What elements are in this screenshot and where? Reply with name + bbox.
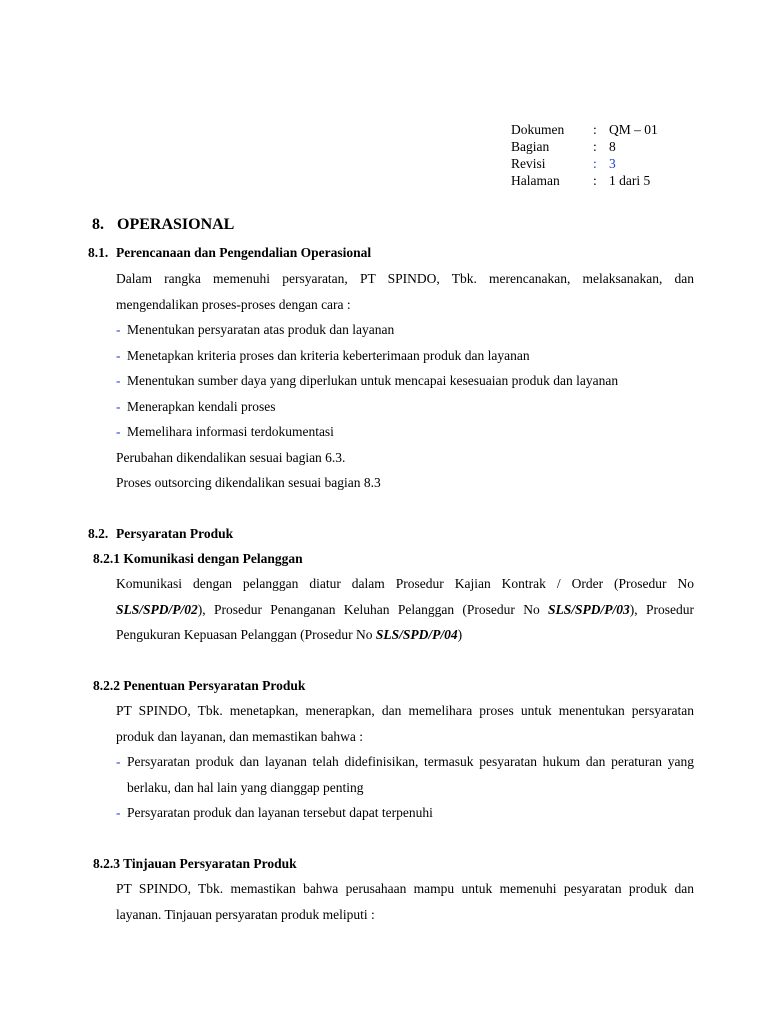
subsection-number: 8.2. [88, 526, 109, 541]
paragraph-8-2-2-intro: PT SPINDO, Tbk. menetapkan, menerapkan, dan memelihara proses untuk menentukan persyaratan produk dan layanan, dan memastikan bahwa : [116, 703, 694, 744]
list-item [116, 800, 694, 826]
doc-info-key: Halaman [511, 173, 560, 188]
doc-info-colon: : [593, 156, 597, 171]
paragraph-8-2-3-intro: PT SPINDO, Tbk. memastikan bahwa perusahaan mampu untuk memenuhi pesyaratan produk dan layanan. Tinjauan persyaratan produk meliputi : [116, 881, 694, 922]
paragraph-8-2-1 [116, 571, 694, 648]
doc-info-colon: : [593, 122, 597, 137]
subsection-heading-8-2 [88, 526, 233, 542]
list-item [116, 343, 694, 369]
subsection-heading-8-2-2: 8.2.2 Penentuan Persyaratan Produk [93, 678, 306, 693]
list-dash: - [116, 398, 121, 414]
list-item [116, 394, 694, 420]
doc-info-value: 1 dari 5 [609, 173, 651, 188]
list-dash: - [116, 322, 121, 337]
doc-info-row [511, 138, 658, 155]
procedure-code: SLS/SPD/P/04 [375, 627, 458, 642]
procedure-code: SLS/SPD/P/02 [116, 601, 198, 617]
paragraph-8-1-note-2: Proses outsorcing dikendalikan sesuai bagian 8.3 [116, 475, 381, 490]
procedure-code: SLS/SPD/P/03 [548, 601, 630, 617]
list-dash: - [116, 805, 121, 820]
list-dash: - [116, 754, 121, 769]
doc-info-key: Revisi [511, 156, 546, 171]
paragraph-text: ), Prosedur Pengukuran Kepuasan Pelanggan (Prosedur No [116, 601, 694, 642]
doc-info-value: 3 [609, 156, 616, 171]
paragraph-text: ), Prosedur Penanganan Keluhan Pelanggan (Prosedur No [197, 601, 549, 617]
document-control-table [511, 121, 658, 189]
doc-info-row [511, 121, 658, 138]
list-item [116, 419, 694, 445]
doc-info-value: 8 [609, 139, 616, 154]
subsection-heading-8-2-1: 8.2.1 Komunikasi dengan Pelanggan [93, 551, 303, 566]
subsection-title: Persyaratan Produk [116, 526, 234, 541]
doc-info-value: QM – 01 [609, 122, 658, 137]
list-dash: - [116, 424, 121, 439]
section-heading [92, 216, 234, 234]
doc-info-key: Dokumen [511, 122, 565, 137]
doc-info-colon: : [593, 139, 597, 154]
paragraph-8-1-note-1: Perubahan dikendalikan sesuai bagian 6.3. [116, 449, 346, 465]
subsection-title: Perencanaan dan Pengendalian Operasional [116, 245, 372, 260]
list-item-text: Menetapkan kriteria proses dan kriteria keberterimaan produk dan layanan [127, 347, 530, 363]
list-item-text: Persyaratan produk dan layanan telah didefinisikan, termasuk pesyaratan hukum dan peraturan yang berlaku, dan hal lain yang dianggap penting [127, 754, 694, 795]
doc-info-key: Bagian [511, 139, 550, 154]
list-item-text: Persyaratan produk dan layanan tersebut dapat terpenuhi [127, 805, 433, 820]
paragraph-text: ) [457, 627, 463, 642]
doc-info-row [511, 155, 658, 172]
list-item-text: Menentukan sumber daya yang diperlukan untuk mencapai kesesuaian produk dan layanan [127, 373, 619, 388]
list-item-text: Memelihara informasi terdokumentasi [127, 424, 334, 439]
section-number: 8. [92, 216, 104, 233]
list-dash: - [116, 373, 121, 388]
list-item [116, 749, 694, 800]
paragraph-text: Komunikasi dengan pelanggan diatur dalam Prosedur Kajian Kontrak / Order (Prosedur No [116, 576, 694, 591]
subsection-heading-8-2-3: 8.2.3 Tinjauan Persyaratan Produk [93, 856, 297, 871]
subsection-heading-8-1 [88, 245, 371, 261]
doc-info-row [511, 172, 658, 189]
list-item-text: Menentukan persyaratan atas produk dan layanan [127, 322, 395, 337]
list-item [116, 368, 694, 394]
list-item-text: Menerapkan kendali proses [127, 398, 276, 414]
doc-info-colon: : [593, 173, 597, 188]
list-dash: - [116, 347, 121, 363]
section-title: OPERASIONAL [117, 216, 235, 233]
list-item [116, 317, 694, 343]
subsection-number: 8.1. [88, 245, 109, 260]
paragraph-8-1-intro: Dalam rangka memenuhi persyaratan, PT SPINDO, Tbk. merencanakan, melaksanakan, dan mengendalikan proses-proses dengan cara : [116, 271, 694, 312]
